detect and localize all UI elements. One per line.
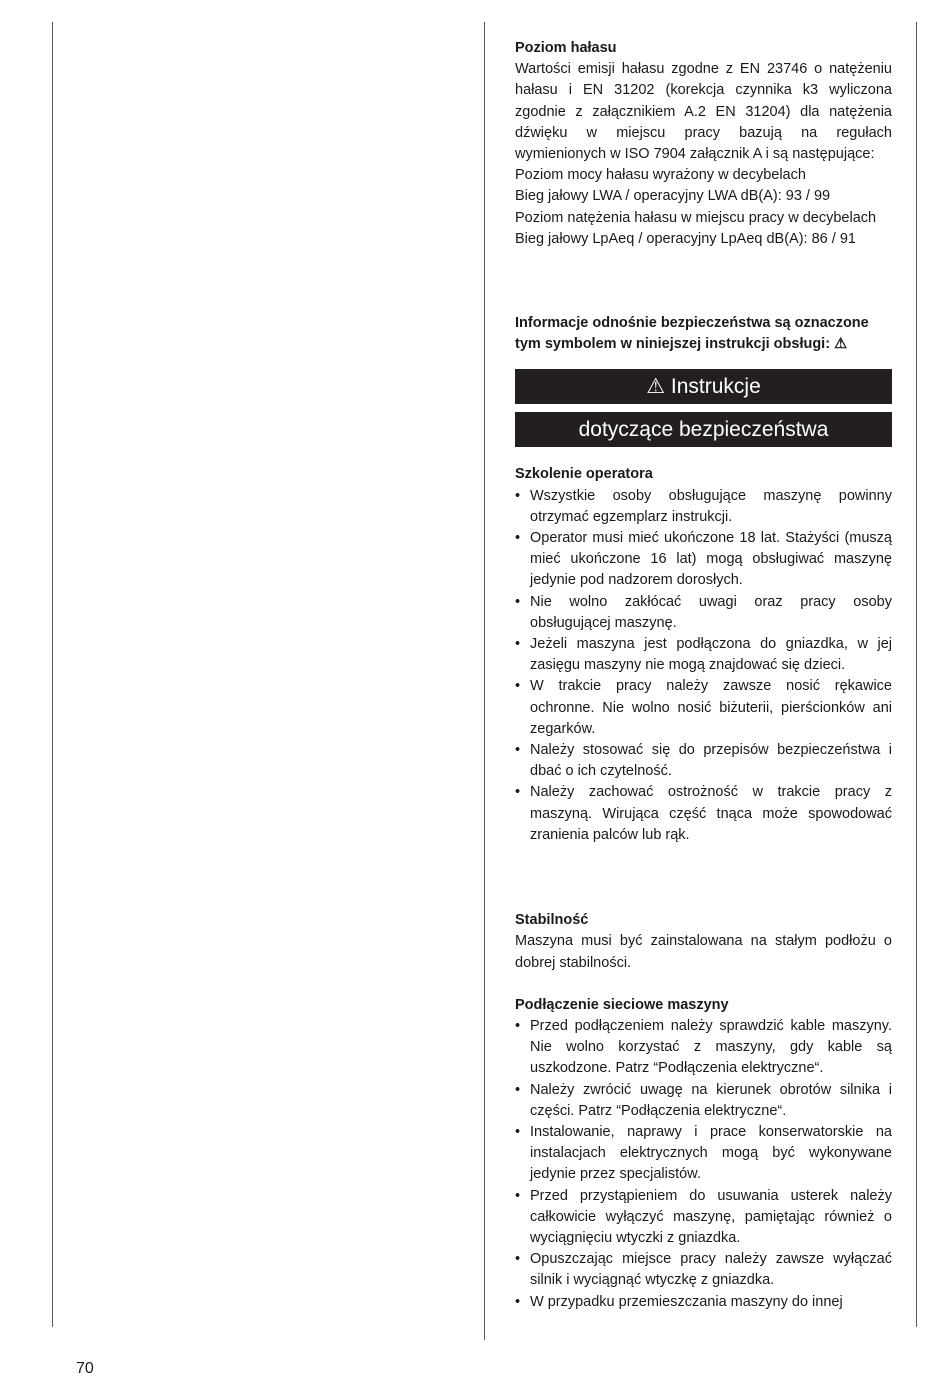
list-item: • Wszystkie osoby obsługujące maszynę powinny otrzymać egzemplarz instrukcji. bbox=[515, 486, 892, 528]
margin-rule-right bbox=[916, 22, 917, 1327]
list-item: • Przed podłączeniem należy sprawdzić kable maszyny. Nie wolno korzystać z maszyny, gdy kable są uszkodzone. Patrz “Podłączenia elektryczne“. bbox=[515, 1016, 892, 1080]
list-item: • Należy zwrócić uwagę na kierunek obrotów silnika i części. Patrz “Podłączenia elektryczne“. bbox=[515, 1080, 892, 1122]
safety-note-text: Informacje odnośnie bezpieczeństwa są oznaczone tym symbolem w niniejszej instrukcji obsługi: bbox=[515, 315, 869, 353]
margin-rule-left bbox=[52, 22, 53, 1327]
text-column bbox=[515, 38, 892, 1313]
list-item: • W trakcie pracy należy zawsze nosić rękawice ochronne. Nie wolno nosić biżuterii, pierścionków ani zegarków. bbox=[515, 676, 892, 740]
list-item: • Nie wolno zakłócać uwagi oraz pracy osoby obsługującej maszynę. bbox=[515, 592, 892, 634]
list-item: • Przed przystąpieniem do usuwania usterek należy całkowicie wyłączyć maszynę, pamiętając również o wyciągnięciu wtyczki z gniazdka. bbox=[515, 1186, 892, 1250]
training-heading: Szkolenie operatora bbox=[515, 466, 653, 483]
training-list bbox=[515, 486, 892, 846]
list-item: • Instalowanie, naprawy i prace konserwatorskie na instalacjach elektrycznych mogą być wykonywane jedynie przez specjalistów. bbox=[515, 1122, 892, 1186]
margin-rule-center bbox=[484, 22, 485, 1340]
stability-heading: Stabilność bbox=[515, 912, 589, 929]
list-item: • Należy stosować się do przepisów bezpieczeństwa i dbać o ich czytelność. bbox=[515, 740, 892, 782]
stability-text: Maszyna musi być zainstalowana na stałym podłożu o dobrej stabilności. bbox=[515, 933, 892, 971]
noise-intro: Wartości emisji hałasu zgodne z EN 23746 o natężeniu hałasu i EN 31202 (korekcja czynnika k3 wyliczona zgodnie z załącznikiem A.2 EN 31204) dla natężenia dźwięku w miejscu pracy bazują na regułach wymienionych w ISO 7904 załącznik A i są następujące: bbox=[515, 61, 892, 163]
noise-line-1: Poziom mocy hałasu wyrażony w decybelach bbox=[515, 167, 806, 184]
list-item: • Należy zachować ostrożność w trakcie pracy z maszyną. Wirująca część tnąca może spowodować zranienia palców lub rąk. bbox=[515, 782, 892, 846]
noise-line-3: Poziom natężenia hałasu w miejscu pracy w decybelach bbox=[515, 209, 877, 226]
safety-banner-subtitle bbox=[515, 412, 892, 447]
list-item: • Jeżeli maszyna jest podłączona do gniazdka, w jej zasięgu maszyny nie mogą znajdować się dzieci. bbox=[515, 634, 892, 676]
warning-icon: ⚠ bbox=[834, 336, 848, 353]
mains-heading: Podłączenie sieciowe maszyny bbox=[515, 996, 729, 1013]
banner-line-1: Instrukcje bbox=[670, 375, 761, 399]
noise-line-2: Bieg jałowy LWA / operacyjny LWA dB(A): 93 / 99 bbox=[515, 188, 831, 205]
safety-banner-title bbox=[515, 369, 892, 404]
page-number: 70 bbox=[76, 1360, 94, 1377]
safety-note bbox=[515, 313, 892, 355]
noise-line-4: Bieg jałowy LpAeq / operacyjny LpAeq dB(A): 86 / 91 bbox=[515, 230, 856, 247]
warning-icon: ⚠ bbox=[646, 375, 666, 399]
noise-heading: Poziom hałasu bbox=[515, 40, 617, 56]
list-item: • Operator musi mieć ukończone 18 lat. Stażyści (muszą mieć ukończone 16 lat) mogą obsługiwać maszynę jedynie pod nadzorem dorosłych. bbox=[515, 528, 892, 592]
list-item: • W przypadku przemieszczania maszyny do innej bbox=[515, 1292, 892, 1313]
banner-line-2: dotyczące bezpieczeństwa bbox=[578, 418, 829, 442]
mains-list bbox=[515, 1016, 892, 1313]
list-item: • Opuszczając miejsce pracy należy zawsze wyłączać silnik i wyciągnąć wtyczkę z gniazdka. bbox=[515, 1249, 892, 1291]
